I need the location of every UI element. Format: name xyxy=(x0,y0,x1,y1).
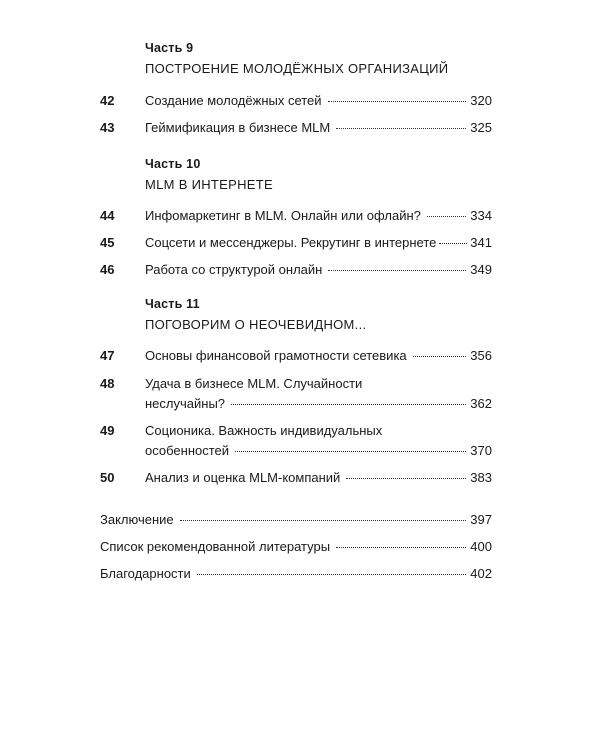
chapter-title: Геймификация в бизнесе MLM xyxy=(145,120,331,135)
chapter-number: 42 xyxy=(100,93,115,108)
toc-conclusion[interactable] xyxy=(100,511,492,529)
page-number: 349 xyxy=(470,262,492,277)
chapter-number: 44 xyxy=(100,208,115,223)
entry-line-first xyxy=(145,375,492,393)
toc-entry-45[interactable] xyxy=(100,234,492,252)
entry-line xyxy=(145,442,492,460)
dot-leader xyxy=(336,547,466,548)
entry-line xyxy=(100,538,492,556)
backmatter-title: Благодарности xyxy=(100,566,191,581)
toc-entry-48[interactable] xyxy=(100,395,492,413)
entry-line xyxy=(145,119,492,137)
entry-line xyxy=(145,92,492,110)
dot-leader xyxy=(336,128,466,129)
dot-leader xyxy=(235,451,466,452)
chapter-number: 46 xyxy=(100,262,115,277)
entry-line xyxy=(100,565,492,583)
chapter-title: Создание молодёжных сетей xyxy=(145,93,322,108)
part-10-label: Часть 10 xyxy=(145,157,201,171)
dot-leader xyxy=(180,520,467,521)
toc-acknowledgements[interactable] xyxy=(100,565,492,583)
entry-line xyxy=(145,347,492,365)
chapter-title: Работа со структурой онлайн xyxy=(145,262,323,277)
page-number: 370 xyxy=(470,443,492,458)
page-number: 402 xyxy=(470,566,492,581)
page-number: 397 xyxy=(470,512,492,527)
part-9-title: ПОСТРОЕНИЕ МОЛОДЁЖНЫХ ОРГАНИЗАЦИЙ xyxy=(145,61,449,76)
chapter-title-line1: Удача в бизнесе MLM. Случайности xyxy=(145,376,363,391)
entry-line-first xyxy=(145,422,492,440)
page-number: 356 xyxy=(470,348,492,363)
chapter-number: 47 xyxy=(100,348,115,363)
backmatter-title: Заключение xyxy=(100,512,174,527)
chapter-number: 48 xyxy=(100,376,115,391)
entry-line xyxy=(145,234,492,252)
page-number: 362 xyxy=(470,396,492,411)
chapter-title: Основы финансовой грамотности сетевика xyxy=(145,348,407,363)
dot-leader xyxy=(427,216,466,217)
toc-entry-49[interactable] xyxy=(100,442,492,460)
chapter-number: 45 xyxy=(100,235,115,250)
dot-leader xyxy=(346,478,466,479)
toc-entry-42[interactable] xyxy=(100,92,492,110)
chapter-title: Анализ и оценка MLM-компаний xyxy=(145,470,341,485)
toc-entry-46[interactable] xyxy=(100,261,492,279)
entry-line xyxy=(100,511,492,529)
toc-entry-43[interactable] xyxy=(100,119,492,137)
entry-line xyxy=(145,469,492,487)
chapter-title-line2: неслучайны? xyxy=(145,396,226,411)
chapter-title-line1: Соционика. Важность индивидуальных xyxy=(145,423,383,438)
page-number: 341 xyxy=(470,235,492,250)
page-number: 334 xyxy=(470,208,492,223)
dot-leader xyxy=(328,101,467,102)
part-11-title: ПОГОВОРИМ О НЕОЧЕВИДНОМ... xyxy=(145,317,367,332)
toc-entry-49-first[interactable] xyxy=(100,422,492,440)
toc-entry-48-first[interactable] xyxy=(100,375,492,393)
part-10-title: MLM В ИНТЕРНЕТЕ xyxy=(145,177,273,192)
entry-line xyxy=(145,207,492,225)
toc-entry-47[interactable] xyxy=(100,347,492,365)
chapter-number: 49 xyxy=(100,423,115,438)
dot-leader xyxy=(328,270,466,271)
dot-leader xyxy=(197,574,467,575)
entry-line xyxy=(145,261,492,279)
chapter-number: 50 xyxy=(100,470,115,485)
toc-bibliography[interactable] xyxy=(100,538,492,556)
dot-leader xyxy=(231,404,466,405)
toc-entry-44[interactable] xyxy=(100,207,492,225)
toc-entry-50[interactable] xyxy=(100,469,492,487)
entry-line xyxy=(145,395,492,413)
page-number: 325 xyxy=(470,120,492,135)
dot-leader xyxy=(439,243,467,244)
chapter-title: Соцсети и мессенджеры. Рекрутинг в интернете xyxy=(145,235,437,250)
part-9-label: Часть 9 xyxy=(145,41,194,55)
backmatter-title: Список рекомендованной литературы xyxy=(100,539,331,554)
page-number: 320 xyxy=(470,93,492,108)
dot-leader xyxy=(413,356,467,357)
chapter-title-line2: особенностей xyxy=(145,443,230,458)
chapter-number: 43 xyxy=(100,120,115,135)
part-11-label: Часть 11 xyxy=(145,297,200,311)
page-number: 400 xyxy=(470,539,492,554)
page-number: 383 xyxy=(470,470,492,485)
chapter-title: Инфомаркетинг в MLM. Онлайн или офлайн? xyxy=(145,208,421,223)
